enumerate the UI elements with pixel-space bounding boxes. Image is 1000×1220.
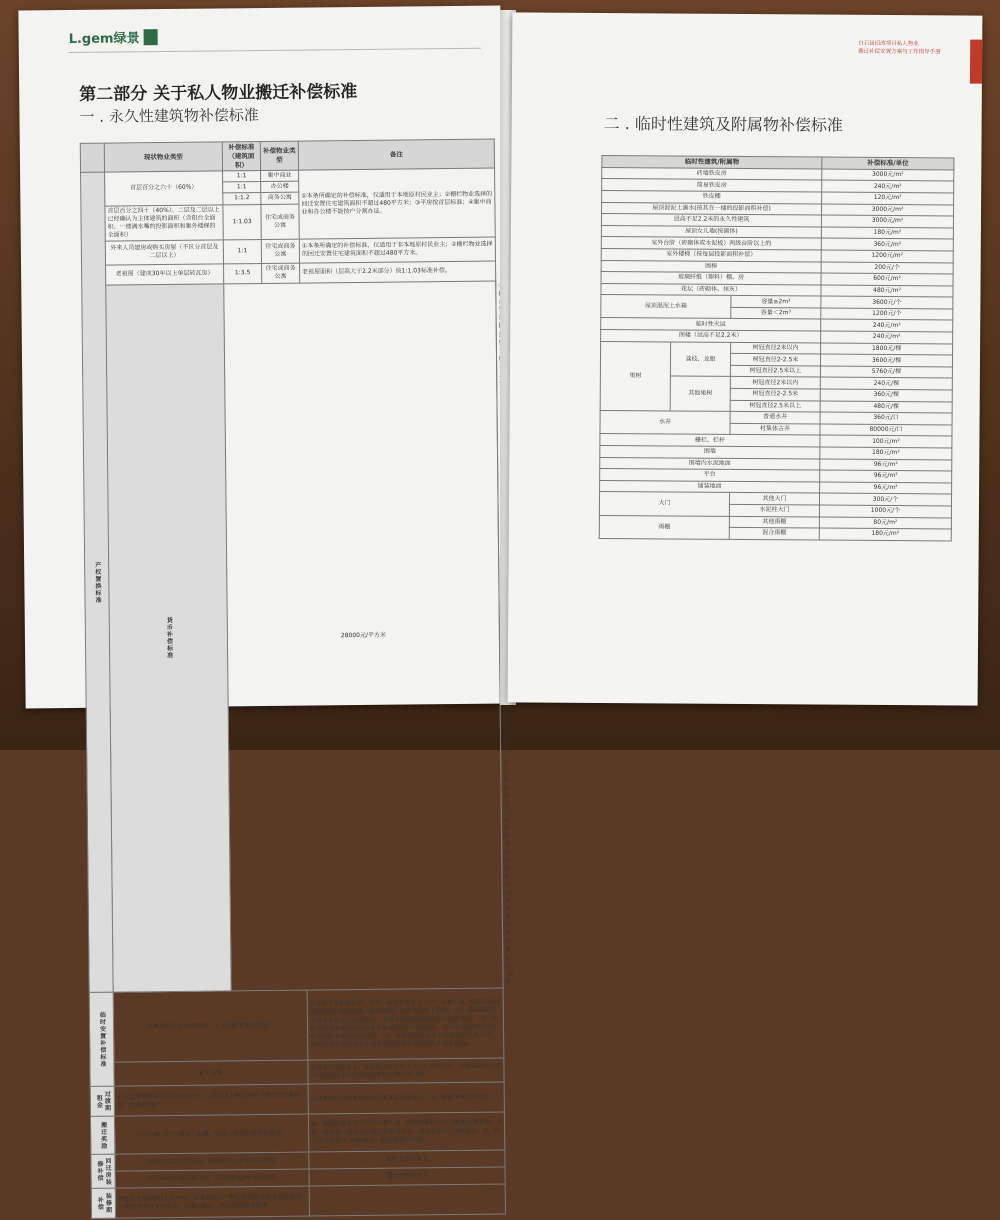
table-row: 树冠直径2-2.5米 3600元/棵 [600, 353, 952, 367]
table-row: 屋顶混泥土滴水(按其在一楼的投影面积补偿) 3000元/m² [602, 202, 954, 216]
table-row: 大门 其他大门 300元/个 [599, 492, 951, 506]
table-row: 屋顶女儿墙(按砌体) 180元/m² [601, 225, 953, 239]
table-row: 屋顶混泥土水箱 容量≥2m³ 3600元/个 [601, 295, 953, 309]
table-row: 回迁房装修补偿 回迁住宅以毛坯交房，按2000元/m²补偿装修费 适用于所有业主 [91, 1150, 505, 1171]
section-label: 过渡期租金 [90, 1086, 114, 1116]
table-row: 层高不足2.2米的永久性建筑 3000元/m² [601, 214, 953, 228]
table-row: 临时性夹层 240元/m² [601, 318, 953, 332]
table-row: 围棒 200元/个 [601, 260, 953, 274]
table-row: 阁楼（层高不足2.2米） 240元/m² [601, 330, 953, 344]
right-page [508, 12, 983, 705]
table-row: 其他果树 树冠直径2米以内 240元/棵 [600, 376, 952, 390]
table-row: 产权置换标准 首层百分之六十（60%） 1:1 集中商业 ①本条所确定的补偿标准，仅适用于本地原村民业主；②栅栏物业选择的回迁安置住宅建筑面积不超过480平方米；③平房按首层标准；④集中商业和办公楼不能按户分割办证。 [81, 168, 495, 183]
section-label: 搬迁奖励 [90, 1116, 114, 1154]
col-header: 补偿物业类型 [260, 141, 298, 171]
col-header: 补偿标准（建筑面积） [222, 142, 260, 172]
table-row: 树冠直径2.5米以上 480元/棵 [600, 399, 952, 413]
table-row: 容量＜2m³ 1200元/个 [601, 306, 953, 320]
section-label: 回迁房装修补偿 [91, 1154, 115, 1188]
table-row: 栅栏、栏杆 100元/m² [600, 434, 952, 448]
table-row: 8万元/栋 ①适用于所有业主；②该栋房屋由多个（户）权利人的，按照各权利人所占该栋房屋永久性建筑面积的比例计算分配。 [90, 1058, 504, 1086]
table-row: 室外楼梯（按每层投影面积补偿） 1200元/m² [601, 248, 953, 262]
table-row: 围墙内水泥地面 96元/m² [600, 457, 952, 471]
section-subtitle: 二 . 临时性建筑及附属物补偿标准 [603, 114, 843, 135]
table-row: 货币补偿标准 28000元/平方米 ①指在签订搬迁协议时，不选择房屋产权置换补偿，而选择货币补偿的形式；②货币补偿不区分首层及二层以上标准；③在被搬迁房屋交付后十个工作日内支付；④按期签约奖励8万元/栋；⑤搬迁补助费1万元/栋。 [82, 281, 503, 992]
section-label: 货币补偿标准 [106, 284, 231, 992]
table-row: 玻璃纤维（塑料）棚、房 600元/m² [601, 272, 953, 286]
left-page [18, 5, 518, 1214]
table-row: 室外台阶（砖砌体或水泥板）两级台阶以上的 360元/m² [601, 237, 953, 251]
permanent-building-compensation-table [80, 139, 518, 1219]
table-row: 围墙 180元/m² [600, 446, 952, 460]
logo-icon [143, 29, 157, 45]
col-header: 备注 [298, 139, 494, 170]
table-row: 树冠直径2.5米以上 5760元/棵 [600, 364, 952, 378]
table-row: 平台 96元/m² [600, 469, 952, 483]
running-header: 白石岗旧改项目私人物业 搬迁补偿安置方案与工作指导手册 [858, 40, 941, 56]
col-header: 补偿标准/单位 [822, 157, 954, 170]
page-title: 第二部分 关于私人物业搬迁补偿标准 [79, 82, 358, 105]
table-row: 外来人员建房或购买房屋（不区分首层及二层以上） 1:1 住宅或商务公寓 ①本条所确定的补偿标准，仅适用于非本地原村民业主；②栅栏物业选择的回迁安置住宅建筑面积不超过480平方米。 [81, 237, 495, 265]
table-row: 果树 荔枝、龙眼 树冠直径2米以内 1800元/棵 [601, 341, 953, 355]
table-row: 砖墙铁皮房 3000元/m² [602, 167, 954, 181]
table-row: 水井 普通水井 360元/口 [600, 411, 952, 425]
table-row: 铁皮棚 120元/m² [602, 190, 954, 204]
table-row: 混合雨棚 180元/m² [599, 527, 951, 541]
table-row: 装修期补偿 回迁住宅装修期3个月补偿，标准同最后一期过渡期租金标准回迁商务公寓装修期内支付租金，标准同最后一期过渡期租金标准 [91, 1184, 505, 1218]
table-row: 水泥柱大门 1000元/个 [599, 503, 951, 517]
table-row: 回迁商铺以精装修交房，按1500元/m²标准装修 适用于所有业主 [91, 1167, 505, 1188]
table-header-row [80, 139, 494, 173]
header-accent-bar [970, 40, 982, 84]
section-label: 装修期补偿 [91, 1188, 115, 1218]
table-row: 搬迁奖励 1万元/栋（包含搬家、电视、电话、网络和宽带等费用） ①一栋房屋有多个（户）权利人的，按建筑面积占比分配搬迁费补助，②按上述方法计算得出的搬迁补助费不足人民币伍佰元（¥500元）的，按人民币伍佰元（¥500元）的标准进行补助。 [90, 1112, 504, 1154]
table-row: 1:1 办公楼 [81, 179, 495, 194]
section-label: 产权置换标准 [81, 172, 114, 992]
col-header: 现状物业类型 [104, 142, 222, 173]
table-row: 首层百分之四十（40%）、二层及二层以上已经确认为主体建筑的面积（含阳台全面积、一楼满水嘴的投影面积和集外楼梯的全面积） 1:1.03 住宅或商务公寓 [81, 202, 495, 242]
section-label: 临时安置补偿标准 [89, 992, 114, 1086]
header-divider [69, 48, 481, 53]
table-row: 雨棚 其他雨棚 80元/m² [599, 515, 951, 529]
temporary-building-compensation-table [599, 155, 955, 541]
table-row: 铺装地面 96元/m² [600, 480, 952, 494]
section-subtitle: 一 . 永久性建筑物补偿标准 [79, 106, 259, 126]
table-row: 1:1.2 商务公寓 [81, 191, 495, 206]
table-row: 简易铁皮房 240元/m² [602, 179, 954, 193]
table-row: 村集体古井 80000元/口 [600, 422, 952, 436]
table-row: 树冠直径2-2.5米 360元/棵 [600, 388, 952, 402]
table-row: 老祖屋（建成30年以上单层砖瓦房） 1:3.5 住宅或商务公寓 老祖屋面积（层高大于2.2米部分）按1:1.03标准补偿。 [82, 261, 496, 285]
col-header: 临时性建筑/附属物 [602, 155, 822, 168]
table-row: 临时安置补偿标准 每栋固定停车位使用权一个（仅限本地原村民） ①适用于本地原村民；②第一栋房屋有多个（户）权利人的，固定车位使用权由按时签约的业主随机抽取；具体包括如下情形：（1）该栋房屋完全由非本地原村民所有的，不享受按时签约的固定车位使用权；（2）该栋房屋由本地原村民和非本地原村民共同所有的，固定车位使用权归按时签约的本地原村民所有；（3）该栋房屋存在多个本地原村民业主的，该栋房屋对应的固定车位使用权归按时签约的业主随机抽取。 [89, 988, 504, 1062]
table-row: 花坛（砖砌体、抹灰） 480元/m² [601, 283, 953, 297]
table-row: 过渡期租金 永久性建筑面积每月100元/m²，二层及以上60元/m²（签约之日起每满一年递增3%） ①过渡期租金按本地原村民及非原村民业主；②一楼满水嘴不计租金。 [90, 1082, 504, 1116]
brand-logo: L.gem绿景 [69, 27, 158, 47]
